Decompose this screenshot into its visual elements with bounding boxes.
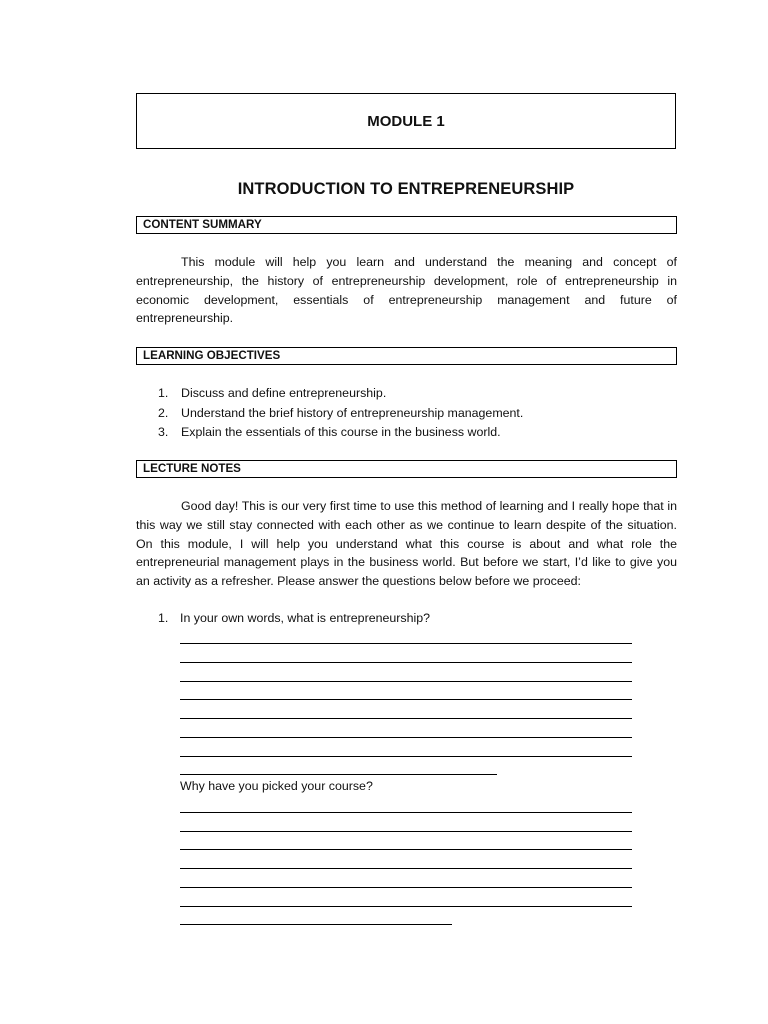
list-item	[158, 423, 678, 443]
answer-line[interactable]	[180, 887, 632, 888]
answer-line[interactable]	[180, 868, 632, 869]
lecture-notes-text: Good day! This is our very first time to use this method of learning and I really hope that in this way we still stay connected with each other as we continue to learn despite of the situation. On this module, I will help you understand what this course is about and what role the entrepreneurial management plays in the business world. But before we start, I’d like to give you an activity as a refresher. Please answer the questions below before we proceed:	[136, 499, 677, 589]
content-summary-paragraph	[136, 253, 677, 328]
list-item	[158, 404, 678, 424]
list-item-text: Understand the brief history of entrepreneurship management.	[181, 405, 524, 420]
content-summary-text: This module will help you learn and understand the meaning and concept of entrepreneurship, the history of entrepreneurship development, role of entrepreneurship in economic development, essentials of entrepreneurship management and future of entrepreneurship.	[136, 255, 677, 326]
answer-line[interactable]	[180, 737, 632, 738]
module-header-box	[136, 93, 676, 149]
lecture-notes-heading-text: LECTURE NOTES	[143, 462, 241, 475]
content-summary-heading-text: CONTENT SUMMARY	[143, 218, 262, 231]
answer-line[interactable]	[180, 924, 452, 925]
answer-line[interactable]	[180, 831, 632, 832]
answer-line[interactable]	[180, 643, 632, 644]
module-label: MODULE 1	[367, 112, 445, 130]
list-item-number: 1.	[158, 386, 169, 400]
answer-line[interactable]	[180, 681, 632, 682]
learning-objectives-heading-text: LEARNING OBJECTIVES	[143, 349, 281, 362]
answer-line[interactable]	[180, 718, 632, 719]
learning-objectives-list	[158, 384, 678, 443]
question-number: 1.	[158, 611, 169, 625]
answer-line[interactable]	[180, 774, 497, 775]
question-text: Why have you picked your course?	[180, 779, 373, 793]
page-title: INTRODUCTION TO ENTREPRENEURSHIP	[237, 180, 575, 198]
list-item-number: 3.	[158, 425, 169, 439]
list-item-number: 2.	[158, 405, 169, 420]
lecture-notes-heading	[136, 460, 677, 478]
answer-line[interactable]	[180, 906, 632, 907]
content-summary-heading	[136, 216, 677, 234]
lecture-notes-paragraph	[136, 497, 677, 591]
question-2	[180, 777, 660, 795]
answer-line[interactable]	[180, 756, 632, 757]
answer-line[interactable]	[180, 812, 632, 813]
list-item	[158, 384, 678, 404]
list-item-text: Explain the essentials of this course in the business world.	[181, 425, 501, 439]
answer-line[interactable]	[180, 662, 632, 663]
list-item-text: Discuss and define entrepreneurship.	[181, 386, 387, 400]
answer-line[interactable]	[180, 699, 632, 700]
answer-line[interactable]	[180, 849, 632, 850]
question-text: In your own words, what is entrepreneurship?	[180, 611, 431, 625]
learning-objectives-heading	[136, 347, 677, 365]
